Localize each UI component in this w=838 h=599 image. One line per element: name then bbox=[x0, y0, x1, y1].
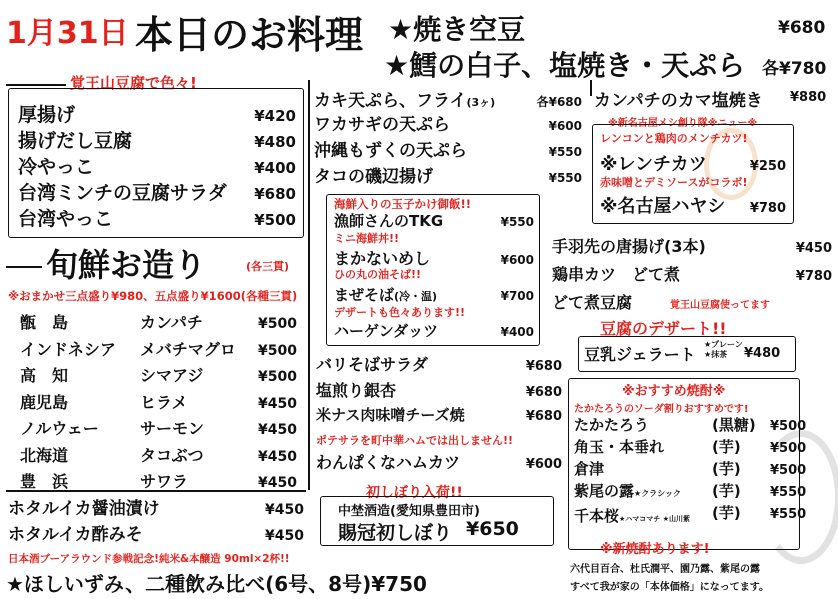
rice-note: デザートも色々あります!! bbox=[334, 306, 466, 319]
shochu-footer-2: すべて我が家の「本体価格」になってます。 bbox=[570, 582, 769, 593]
sashimi-heading: 旬鮮お造り bbox=[46, 246, 207, 284]
shochu-subheading: たかたろうのソーダ割りおすすめです! bbox=[574, 404, 749, 415]
list-item: ※名古屋ハヤシ ¥780 bbox=[600, 196, 786, 217]
table-cell-price: ¥450 bbox=[258, 395, 297, 412]
sashimi-heading-note: (各三貫) bbox=[246, 260, 290, 273]
nagoya-note-2: 赤味噌とデミソースがコラボ! bbox=[600, 176, 748, 189]
shochu-names: たかたろう 角玉・本垂れ 倉津 紫尾の露★クラシック 千本桜★ハマコマチ ★山川紫 bbox=[574, 416, 691, 525]
tofu-heading: 覚王山豆腐で色々! bbox=[70, 74, 197, 92]
list-item: 台湾ミンチの豆腐サラダ ¥680 bbox=[18, 182, 296, 204]
table-cell-origin: 北海道 bbox=[20, 445, 69, 465]
table-cell-price: ¥500 bbox=[258, 369, 297, 385]
sake-special-main: ★ほしいずみ、二種飲み比べ(6号、8号)¥750 bbox=[6, 572, 427, 596]
special-price-2: 各¥780 bbox=[762, 59, 827, 79]
list-item: まかないめし ¥600 bbox=[334, 249, 534, 268]
list-item: ハーゲンダッツ ¥400 bbox=[334, 322, 534, 340]
shochu-types: (黒糖) (芋) (芋) (芋) (芋) bbox=[712, 416, 756, 522]
list-item: まぜそば(冷・温) ¥700 bbox=[334, 286, 534, 304]
sashimi-origins bbox=[20, 310, 116, 496]
special-item-2: ★鱈の白子、塩焼き・天ぷら bbox=[384, 49, 746, 82]
shochu-name: 倉津 bbox=[574, 460, 605, 478]
special-price-1: ¥680 bbox=[778, 18, 826, 38]
list-item-note: 覚王山豆腐使ってます bbox=[670, 300, 770, 311]
table-cell-origin: 鹿児島 bbox=[20, 392, 69, 412]
table-cell-price: ¥500 bbox=[258, 342, 297, 359]
list-item-name: どて煮豆腐 bbox=[552, 293, 633, 312]
dessert-heading: 豆腐のデザート!! bbox=[600, 319, 727, 338]
shochu-heading: ※おすすめ焼酎※ bbox=[622, 384, 726, 399]
sashimi-prices bbox=[258, 311, 297, 497]
table-cell-price: ¥500 bbox=[258, 316, 297, 332]
sashimi-fish bbox=[140, 310, 236, 496]
shochu-footer-1: 六代目百合、杜氏潤平、園乃露、紫尾の露 bbox=[570, 564, 760, 575]
table-cell-fish: サワラ bbox=[140, 472, 189, 491]
table-cell-price: ¥450 bbox=[258, 448, 297, 465]
list-item: カキ天ぷら、フライ(3ヶ) 各¥680 bbox=[314, 91, 582, 111]
table-cell-origin: ノルウェー bbox=[20, 419, 99, 438]
menu-date: 1月31日 bbox=[6, 16, 129, 51]
kanpachi-price: ¥880 bbox=[790, 90, 827, 105]
divider bbox=[590, 80, 592, 96]
table-cell-fish: カンパチ bbox=[140, 313, 203, 332]
list-item: 沖縄もずくの天ぷら ¥550 bbox=[314, 141, 582, 161]
shochu-name: 角玉・本垂れ bbox=[574, 438, 665, 456]
shochu-new-heading: ※新焼酎あります! bbox=[600, 542, 710, 557]
table-cell-price: ¥450 bbox=[258, 475, 297, 491]
list-item: バリそばサラダ ¥680 bbox=[316, 355, 562, 374]
list-item: ホタルイカ酢みそ ¥450 bbox=[8, 525, 304, 545]
list-item: わんぱくなハムカツ ¥600 bbox=[316, 453, 562, 472]
dessert-variants: ★プレーン ★抹茶 bbox=[704, 340, 743, 359]
table-cell-origin: 高 知 bbox=[20, 366, 69, 385]
list-item: タコの磯辺揚げ ¥550 bbox=[314, 167, 582, 187]
list-item: 揚げだし豆腐 ¥480 bbox=[18, 130, 296, 152]
list-item: ホタルイカ醤油漬け ¥450 bbox=[8, 499, 304, 519]
list-item: ※レンチカツ ¥250 bbox=[600, 154, 786, 175]
hatsushibori-heading: 初しぼり入荷!! bbox=[366, 485, 463, 501]
dessert-price: ¥480 bbox=[744, 346, 781, 361]
divider bbox=[6, 266, 42, 268]
rice-note: ミニ海鮮丼!! bbox=[334, 232, 400, 245]
table-cell-fish: シマアジ bbox=[140, 366, 204, 385]
list-item: 厚揚げ ¥420 bbox=[18, 104, 296, 126]
misc-note: ポテサラを町中華ハムでは出しません!! bbox=[316, 434, 514, 447]
nagoya-note-1: レンコンと鶏肉のメンチカツ! bbox=[600, 132, 748, 145]
hatsushibori-name: 賜冠初しぼり bbox=[338, 522, 453, 544]
list-item: ワカサギの天ぷら ¥600 bbox=[314, 115, 582, 135]
table-cell-fish: タコぶつ bbox=[140, 445, 204, 465]
shochu-name: たかたろう bbox=[574, 416, 650, 434]
special-item-1: ★焼き空豆 bbox=[388, 13, 526, 46]
list-item: 手羽先の唐揚げ(3本) ¥450 bbox=[552, 237, 832, 256]
rice-note: ひの丸の油そば!! bbox=[334, 268, 422, 281]
list-item: 米ナス肉味噌チーズ焼 ¥680 bbox=[316, 406, 562, 424]
table-cell-origin: インドネシア bbox=[20, 339, 116, 359]
divider bbox=[6, 84, 66, 86]
sake-special-note: 日本酒ブーアラウンド参戦記念!純米&本醸造 90ml×2杯!! bbox=[8, 553, 290, 565]
table-cell-origin: 甑 島 bbox=[20, 313, 69, 332]
nagoya-heading: ※新名古屋メシ創り隊※ニュー※ bbox=[608, 118, 758, 129]
divider bbox=[308, 80, 310, 490]
divider bbox=[6, 490, 306, 492]
shochu-name: 千本桜 bbox=[574, 507, 620, 525]
shochu-prices: ¥500 ¥500 ¥500 ¥550 ¥550 bbox=[770, 419, 807, 522]
hatsushibori-brewery: 中埜酒造(愛知県豊田市) bbox=[338, 504, 480, 519]
list-item: 漁師さんのTKG ¥550 bbox=[334, 212, 534, 230]
table-cell-fish: サーモン bbox=[140, 419, 205, 438]
table-cell-fish: ヒラメ bbox=[140, 392, 188, 412]
sashimi-subheading: ※おまかせ三点盛り¥980、五点盛り¥1600(各種三貫) bbox=[8, 289, 298, 303]
hatsushibori-price: ¥650 bbox=[466, 518, 519, 540]
page-title: 本日のお料理 bbox=[135, 13, 364, 57]
rice-heading: 海鮮入りの玉子かけ御飯!! bbox=[334, 197, 471, 211]
list-item: 台湾やっこ ¥500 bbox=[18, 208, 296, 230]
list-item: 鶏串カツ どて煮 ¥780 bbox=[552, 265, 832, 284]
table-cell-fish: メバチマグロ bbox=[140, 339, 236, 359]
table-cell-origin: 豊 浜 bbox=[20, 472, 69, 491]
list-item: 塩煎り銀杏 ¥680 bbox=[316, 381, 562, 400]
shochu-name: 紫尾の露 bbox=[574, 482, 635, 500]
dessert-name: 豆乳ジェラート bbox=[584, 345, 696, 364]
list-item: 冷やっこ ¥400 bbox=[18, 156, 296, 178]
table-cell-price: ¥450 bbox=[258, 422, 297, 438]
kanpachi-item: カンパチのカマ塩焼き bbox=[594, 91, 763, 111]
